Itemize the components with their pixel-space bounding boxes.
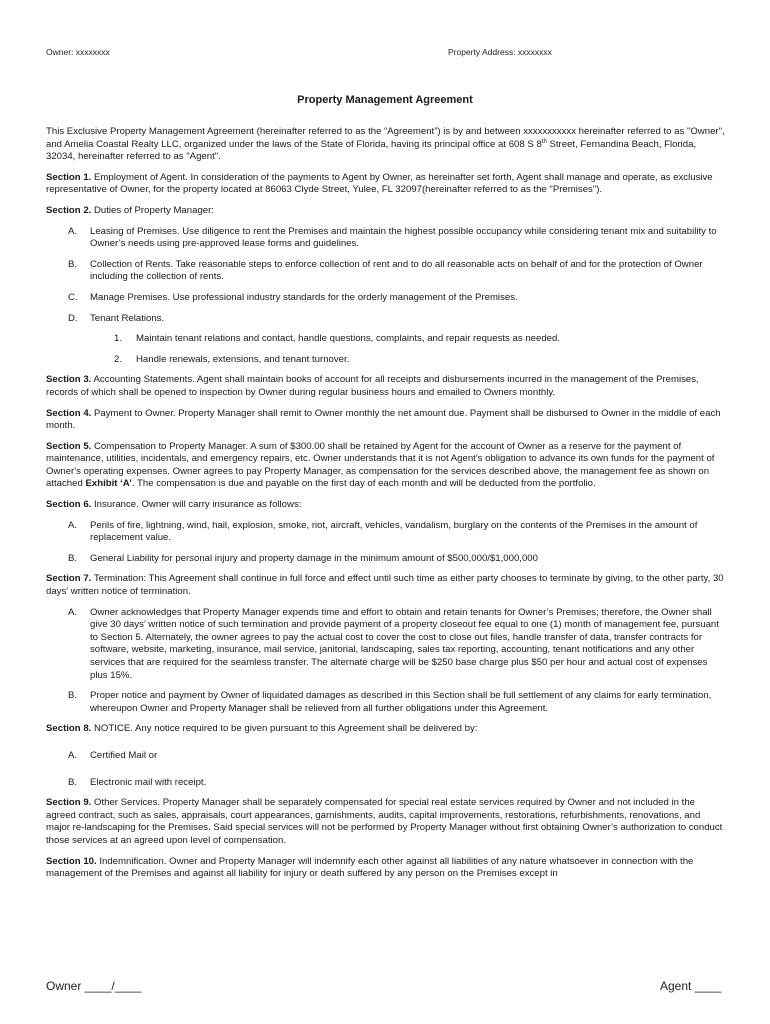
list-marker: A. [68, 606, 78, 618]
owner-initials-line: Owner ____/____ [46, 979, 142, 993]
list-item [46, 520, 726, 545]
list-text: Manage Premises. Use professional industry standards for the orderly management of the Premises. [90, 291, 518, 303]
list-item [46, 226, 726, 251]
section-text: Accounting Statements. Agent shall maintain books of account for all receipts and disbursements incurred in the management of the Premises, records of which shall be opened to inspection by Owner during regular business hours and emailed to Owners monthly. [46, 374, 699, 398]
section-label: Section 6. [46, 499, 92, 511]
section-text-after: . The compensation is due and payable on the first day of each month and will be deducted from the portfolio. [131, 478, 596, 490]
list-text: Collection of Rents. Take reasonable steps to enforce collection of rent and to do all reasonable acts on behalf of and for the protection of Owner including the collection of rents. [90, 258, 703, 283]
section-label: Section 2. [46, 204, 92, 216]
section-label: Section 3. [46, 374, 92, 386]
sublist-item [46, 354, 726, 367]
list-text: Electronic mail with receipt. [90, 776, 207, 788]
list-marker: C. [68, 291, 78, 303]
list-marker: D. [68, 312, 78, 324]
section-text: Insurance. Owner will carry insurance as follows: [91, 499, 302, 511]
list-item [46, 313, 726, 326]
intro-paragraph [46, 126, 726, 164]
header-owner: Owner: xxxxxxxx [46, 47, 110, 57]
section-label: Section 8. [46, 723, 92, 735]
list-item [46, 553, 726, 566]
section-text: Duties of Property Manager: [91, 204, 214, 216]
section-label: Section 4. [46, 407, 92, 419]
list-text: General Liability for personal injury and property damage in the minimum amount of $500,000/$1,000,000 [90, 552, 538, 564]
list-marker: 2. [114, 353, 123, 365]
sublist-item [46, 333, 726, 346]
list-marker: A. [68, 225, 78, 237]
section-3 [46, 374, 726, 399]
intro-superscript: th [541, 138, 547, 145]
list-text: Maintain tenant relations and contact, handle questions, complaints, and repair requests as needed. [136, 333, 560, 345]
section-7-list [46, 607, 726, 716]
list-item [46, 259, 726, 284]
header-property-address: Property Address: xxxxxxxx [448, 47, 552, 57]
list-marker: B. [68, 552, 78, 564]
exhibit-reference: Exhibit ‘A’ [85, 478, 132, 490]
intro-text-after: Street, Fernandina Beach, Florida, 32034, hereinafter referred to as "Agent". [46, 138, 697, 163]
list-item [46, 690, 726, 715]
section-6 [46, 499, 726, 512]
list-marker: A. [68, 519, 78, 531]
section-2-list [46, 226, 726, 367]
list-item [46, 607, 726, 683]
section-8-list [46, 750, 726, 789]
section-label: Section 10. [46, 855, 97, 867]
list-text: Certified Mail or [90, 749, 158, 761]
section-2-sublist [46, 333, 726, 366]
list-item [46, 292, 726, 305]
list-marker: A. [68, 749, 78, 761]
section-label: Section 1. [46, 171, 92, 183]
agent-initials-line: Agent ____ [660, 979, 722, 993]
section-7 [46, 573, 726, 598]
list-item [46, 777, 726, 790]
section-text: NOTICE. Any notice required to be given pursuant to this Agreement shall be delivered by: [91, 723, 478, 735]
document-body [46, 126, 726, 889]
list-text: Handle renewals, extensions, and tenant turnover. [136, 353, 350, 365]
section-label: Section 7. [46, 573, 92, 585]
intro-text: This Exclusive Property Management Agreement (hereinafter referred to as the “Agreement”) is by and between xxxxxxxxxxx hereinafter referred to as "Owner", and Amelia Coastal Realty LLC, organized under the laws of the State of Florida, having its principal office at 608 S 8 [46, 126, 725, 150]
list-text: Owner acknowledges that Property Manager expends time and effort to obtain and retain tenants for Owner’s Premises; therefore, the Owner shall give 30 days’ written notice of such termination and provide payment of a property closeout fee equal to one (1) month of management fee, pursuant to Section 5. Alternately, the owner agrees to pay the actual cost to cover the cost to close out files, handle transfer of data, transfer contracts for software, website, marketing, insurance, mail service, janitorial, landscaping, sales tax reporting, accounting, tenant notifications and any other services that are required for the seamless transfer. The alternate charge will be $250 base charge plus $50 per hour and actual cost of expenses plus 15%. [90, 606, 719, 681]
section-text: Other Services. Property Manager shall be separately compensated for special real estate services required by Owner and not included in the agreed contract, such as sales, appraisals, court appearances, garnishments, audits, capital improvements, restorations, refurbishments, renovations, and major re-landscaping for the Premises. Said special services will not be performed by Property Manager without first obtaining Owner’s authorization to conduct those services at an agreed upon level of compensation. [46, 797, 723, 846]
list-marker: 1. [114, 333, 123, 345]
section-4 [46, 408, 726, 433]
section-1 [46, 172, 726, 197]
list-item [46, 750, 726, 763]
list-text: Leasing of Premises. Use diligence to rent the Premises and maintain the highest possible occupancy while considering tenant mix and suitability to Owner’s needs using pre-approved lease forms and guidelines. [90, 225, 717, 250]
section-label: Section 9. [46, 797, 92, 809]
section-text: Indemnification. Owner and Property Manager will indemnify each other against all liabilities of any nature whatsoever in connection with the management of the Premises and against all liability for injury or death suffered by any person on the Premises except in [46, 855, 694, 880]
section-text: Compensation to Property Manager. A sum of $300.00 shall be retained by Agent for the account of Owner as a reserve for the payment of maintenance, utilities, incidentals, and emergency repairs, etc. Owner understands that it is not Agent's obligation to advance its own funds for the payment of Owner's operating expenses. Owner agrees to pay Property Manager, as compensation for the services described above, the management fee as shown on attached [46, 440, 715, 490]
list-marker: B. [68, 690, 78, 702]
section-text: Payment to Owner. Property Manager shall remit to Owner monthly the net amount due. Payment shall be disbursed to Owner in the middle of each month. [46, 407, 721, 432]
section-9 [46, 797, 726, 847]
section-8 [46, 723, 726, 736]
section-10 [46, 856, 726, 881]
section-5 [46, 441, 726, 491]
page-title: Property Management Agreement [297, 94, 473, 106]
section-text: Termination: This Agreement shall continue in full force and effect until such time as either party chooses to terminate by giving, to the other party, 30 days' written notice of termination. [46, 573, 724, 598]
list-marker: B. [68, 776, 78, 788]
section-2 [46, 205, 726, 218]
list-text: Tenant Relations. [90, 312, 165, 324]
section-text: Employment of Agent. In consideration of the payments to Agent by Owner, as hereinafter set forth, Agent shall manage and operate, as exclusive representative of Owner, for the property located at 86063 Clyde Street, Yulee, FL 32097(hereinafter referred to as the "Premises"). [46, 171, 713, 196]
list-marker: B. [68, 258, 78, 270]
list-text: Proper notice and payment by Owner of liquidated damages as described in this Section shall be full settlement of any claims for early termination, whereupon Owner and Property Manager shall be relieved from all further obligations under this Agreement. [90, 690, 712, 714]
section-6-list [46, 520, 726, 566]
section-label: Section 5. [46, 440, 92, 452]
list-text: Perils of fire, lightning, wind, hail, explosion, smoke, riot, aircraft, vehicles, vandalism, burglary on the contents of the Premises in the amount of replacement value. [90, 519, 698, 544]
